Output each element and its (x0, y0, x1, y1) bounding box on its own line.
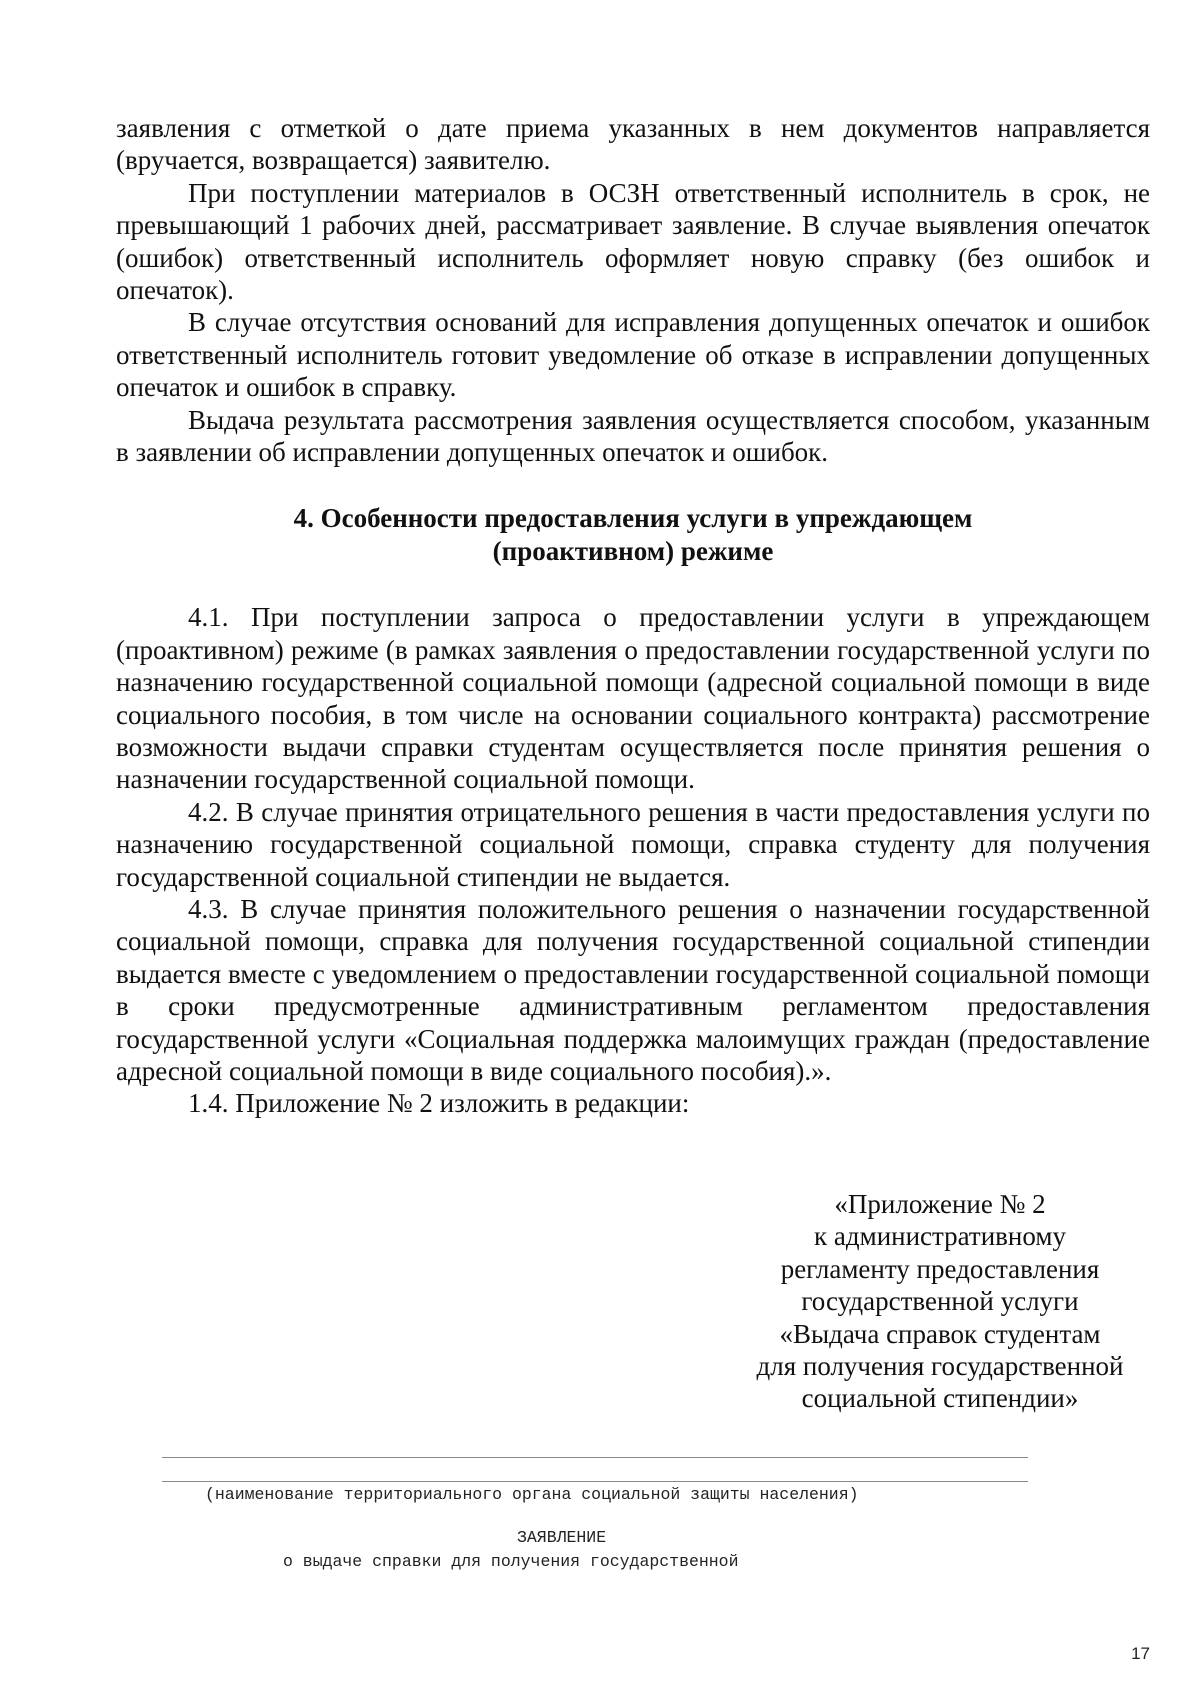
form-blank-line-1 (162, 1457, 1028, 1458)
paragraph-result-delivery: Выдача результата рассмотрения заявления осуществляется способом, указанным в заявлении об исправлении допущенных опечаток и ошибок. (116, 404, 1150, 468)
paragraph-4-3: 4.3. В случае принятия положительного решения о назначении государственной социальной помощи, справка для получения государственной социальной стипендии выдается вместе с уведомлением о предоставлении государственной социальной помощи в сроки предусмотренные административным регламентом предоставления государственной услуги «Социальная поддержка малоимущих граждан (предоставление адресной социальной помощи в виде социального пособия).». (116, 893, 1150, 1086)
paragraph-review-materials: При поступлении материалов в ОСЗН ответственный исполнитель в срок, не превышающий 1 рабочих дней, рассматривает заявление. В случае выявления опечаток (ошибок) ответственный исполнитель оформляет новую справку (без ошибок и опечаток). (116, 177, 1150, 306)
paragraph-4-2: 4.2. В случае принятия отрицательного решения в части предоставления услуги по назначению государственной социальной помощи, справка студенту для получения государственной социальной стипендии не выдается. (116, 796, 1150, 892)
appendix-line: к административному (814, 1221, 1066, 1252)
paragraph-intro: заявления с отметкой о дате приема указанных в нем документов направляется (вручается, возвращается) заявителю. (116, 113, 1150, 176)
page-number: 17 (1131, 1644, 1150, 1663)
appendix-line: «Приложение № 2 (834, 1189, 1046, 1219)
paragraph-refusal-notice: В случае отсутствия оснований для исправления допущенных опечаток и ошибок ответственный исполнитель готовит уведомление об отказе в исправлении допущенных опечаток и ошибок в справку. (116, 307, 1150, 403)
form-subtitle: о выдаче справки для получения государственной (283, 1552, 739, 1571)
form-blank-caption: (наименование территориального органа социальной защиты населения) (205, 1485, 859, 1504)
appendix-line: государственной услуги (801, 1286, 1079, 1317)
section-heading-line1: 4. Особенности предоставления услуги в упреждающем (293, 503, 973, 534)
page-body (116, 112, 1150, 1120)
appendix-line: социальной стипендии» (801, 1383, 1079, 1414)
appendix-line: регламенту предоставления (780, 1253, 1100, 1284)
paragraph-appendix-reference: 1.4. Приложение № 2 изложить в редакции: (188, 1088, 690, 1119)
section-heading (116, 502, 1150, 567)
section-heading-line2: (проактивном) режиме (492, 535, 774, 566)
appendix-heading-block (740, 1188, 1140, 1415)
form-title: ЗАЯВЛЕНИЕ (517, 1528, 607, 1547)
appendix-line: «Выдача справок студентам (779, 1318, 1101, 1349)
paragraph-4-1: 4.1. При поступлении запроса о предоставлении услуги в упреждающем (проактивном) режиме (в рамках заявления о предоставлении государственной услуги по назначению государственной социальной помощи (адресной социальной помощи в виде социального пособия, в том числе на основании социального контракта) рассмотрение возможности выдачи справки студентам осуществляется после принятия решения о назначении государственной социальной помощи. (116, 602, 1150, 795)
form-blank-line-2 (162, 1481, 1028, 1482)
appendix-line: для получения государственной (756, 1351, 1124, 1382)
